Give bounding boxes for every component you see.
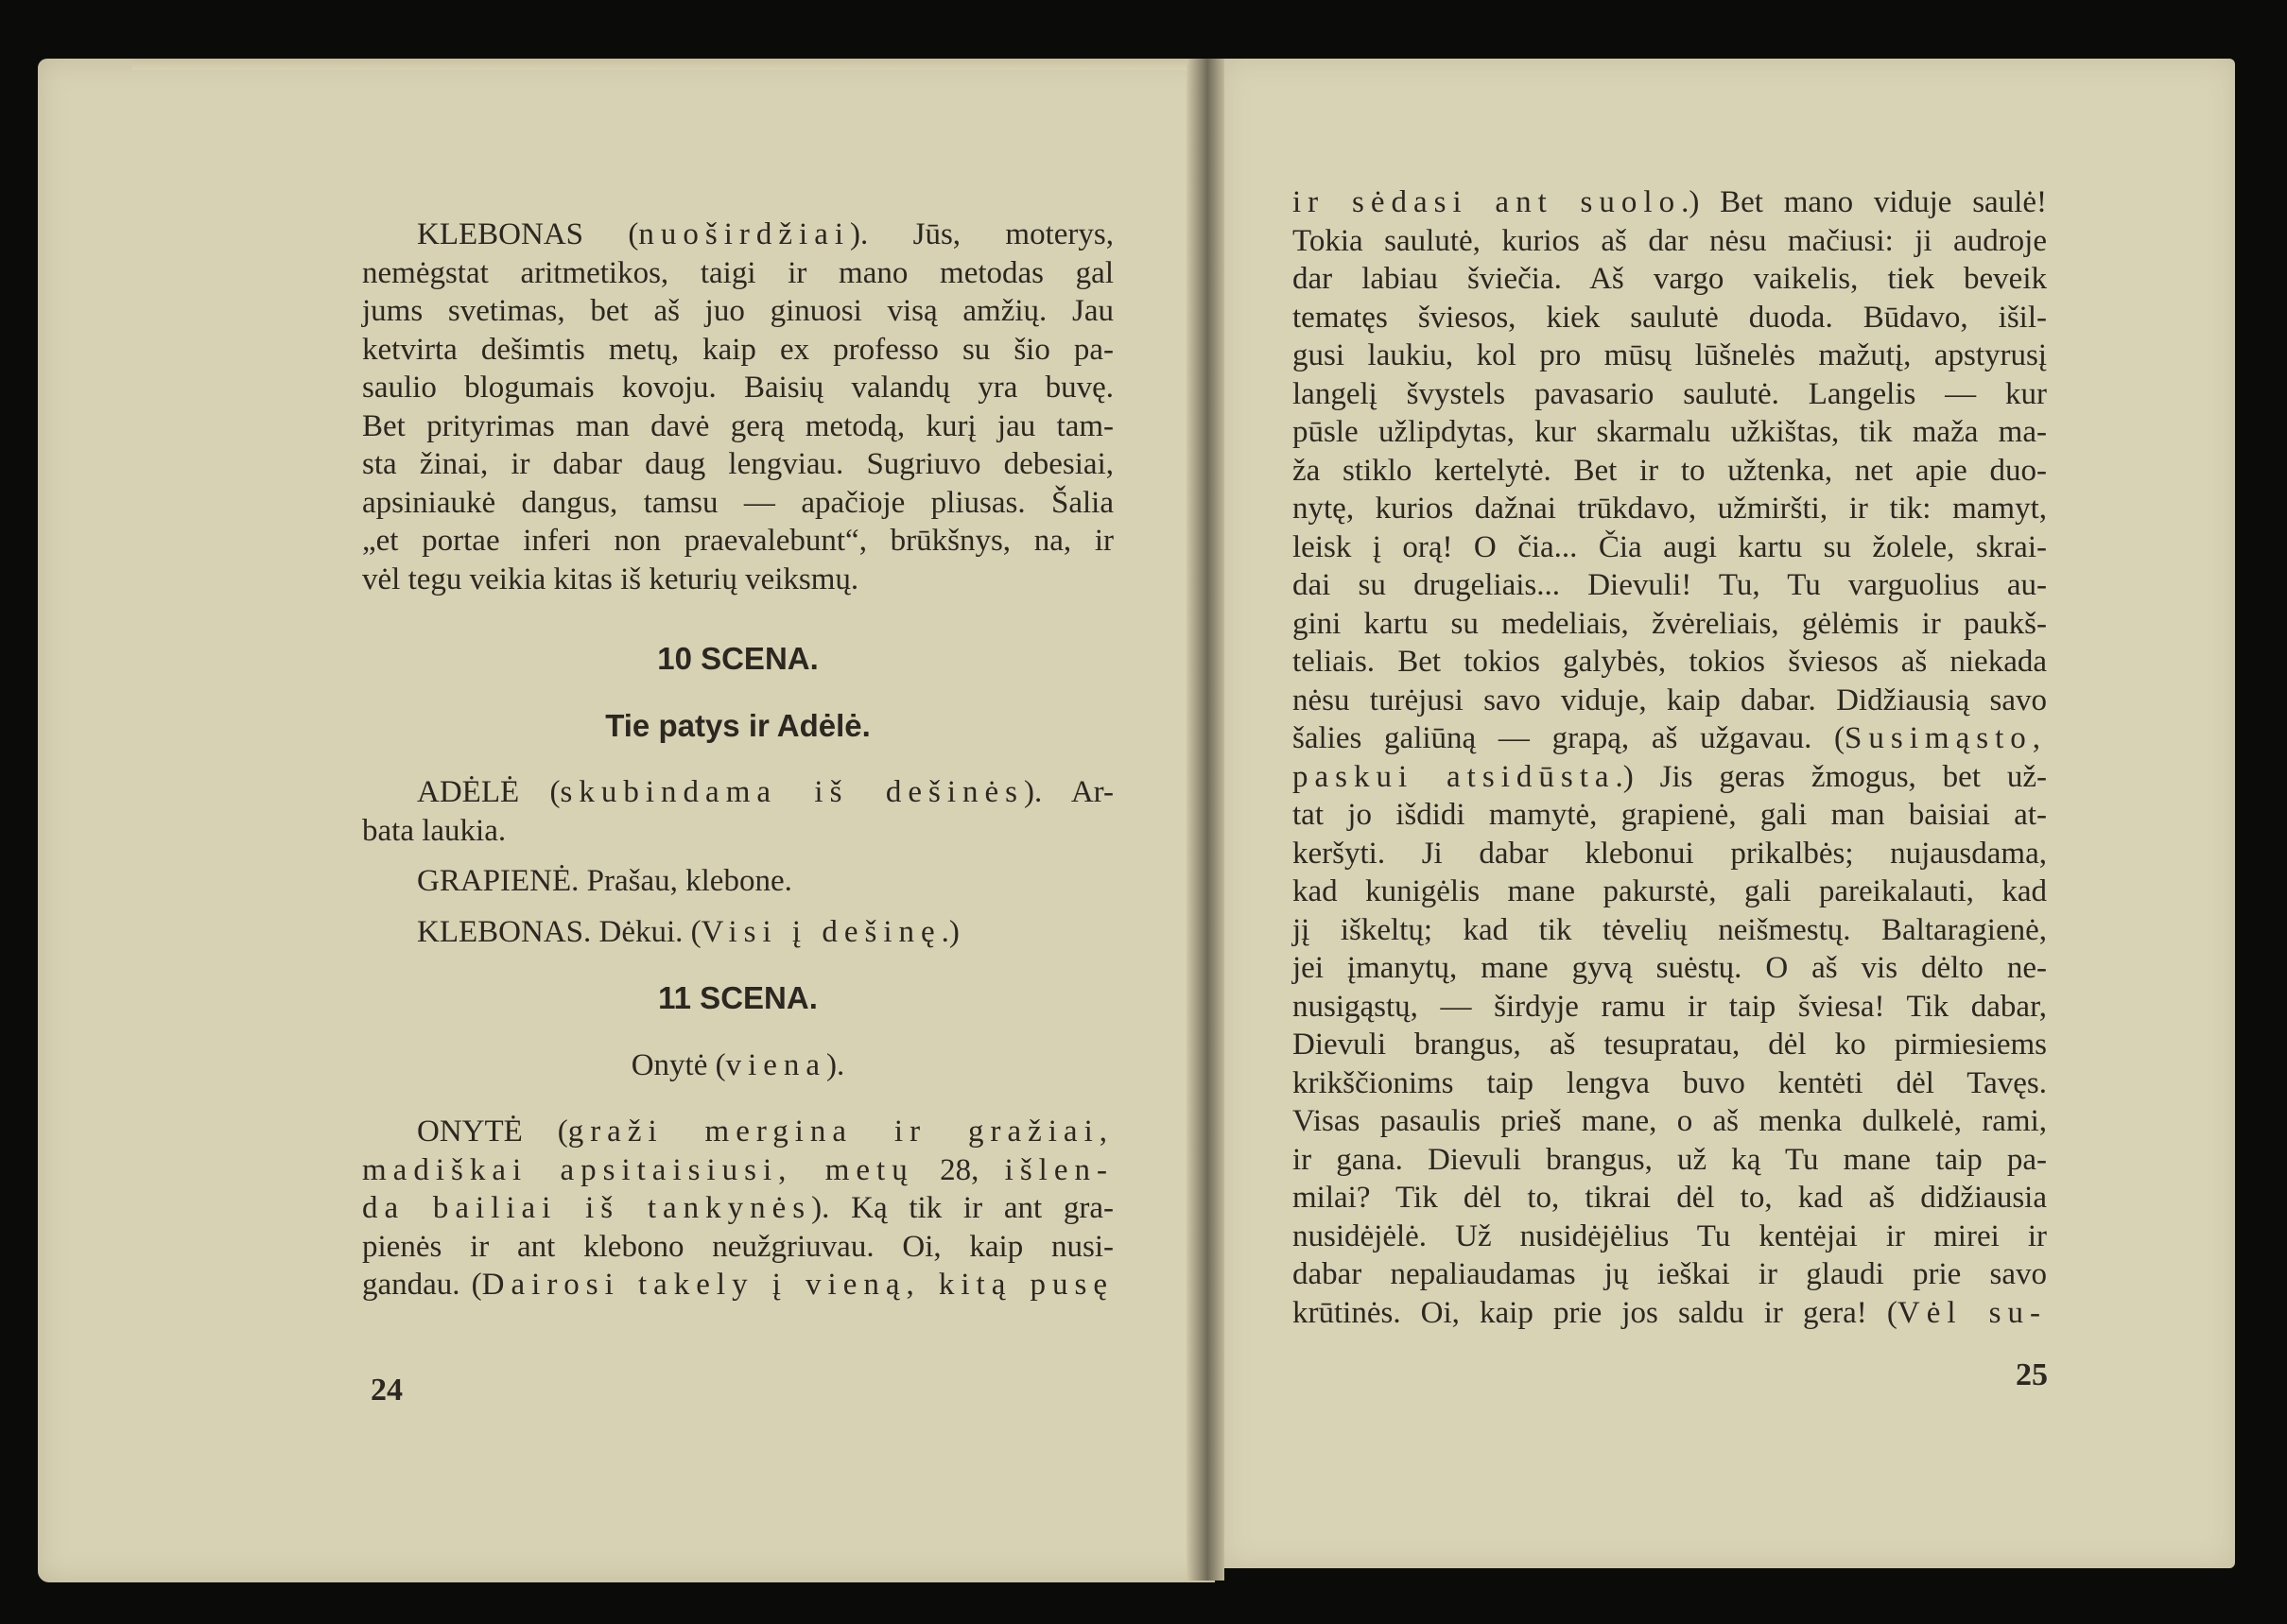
- text-segment: gini kartu su medeliais, žvėreliais, gėlėmis ir paukš-: [1292, 606, 2047, 641]
- text-line: [1292, 1102, 2047, 1141]
- text-segment: Onytė (: [631, 1047, 726, 1082]
- text-line: [362, 1151, 1114, 1190]
- text-segment: jei įmanytų, mane gyvą suėstų. O aš vis dėlto ne-: [1292, 951, 2047, 985]
- text-line: [362, 331, 1114, 370]
- text-segment: Tie patys ir Adėlė.: [605, 707, 871, 743]
- text-segment: ). Ar-: [1024, 775, 1114, 809]
- text-segment: ža stiklo kertelytė. Bet ir to užtenka, net apie duo-: [1292, 453, 2047, 488]
- text-line: [1292, 719, 2047, 758]
- text-segment: apsiniaukė dangus, tamsu — apačioje pliusas. Šalia: [362, 485, 1114, 520]
- spaced-emphasis-text: nuoširdžiai: [638, 217, 851, 251]
- text-segment: Visas pasaulis prieš mane, o aš menka dulkelė, rami,: [1292, 1104, 2047, 1138]
- text-line: [362, 216, 1114, 254]
- text-segment: tat jo išdidi mamytė, grapienė, gali man baisiai at-: [1292, 798, 2047, 832]
- text-line: [1292, 605, 2047, 644]
- spaced-emphasis-text: paskui atsidūsta: [1292, 759, 1616, 794]
- text-line: [362, 1113, 1114, 1151]
- spaced-emphasis-text: Visi į dešinę: [701, 914, 942, 949]
- text-segment: šalies galiūną — grapą, aš užgavau. (: [1292, 721, 1845, 755]
- text-segment: leisk į orą! O čia... Čia augi kartu su žolele, skrai-: [1292, 529, 2047, 564]
- text-line: [362, 913, 1114, 952]
- text-line: [1292, 872, 2047, 911]
- text-line: [362, 484, 1114, 523]
- text-line: [1292, 566, 2047, 605]
- blank-line: [362, 679, 1114, 707]
- blank-line: [362, 1084, 1114, 1113]
- text-line: [1292, 643, 2047, 682]
- text-line: [362, 292, 1114, 331]
- text-segment: nėsu turėjusi savo viduje, kaip dabar. Didžiausią savo: [1292, 682, 2047, 717]
- text-segment: KLEBONAS (: [417, 217, 639, 251]
- text-line: [1292, 222, 2047, 261]
- text-segment: 11 SCENA.: [658, 980, 818, 1015]
- text-line: [1292, 452, 2047, 491]
- text-segment: 28,: [913, 1152, 1005, 1187]
- spaced-emphasis-text: ir sėdasi ant suolo: [1292, 185, 1682, 219]
- text-line: [1292, 835, 2047, 873]
- book-gutter: [1187, 59, 1224, 1581]
- text-segment: sta žinai, ir dabar daug lengviau. Sugriuvo debesiai,: [362, 447, 1114, 481]
- text-line: [1292, 260, 2047, 299]
- text-segment: .) Jis geras žmogus, bet už-: [1615, 759, 2047, 794]
- text-line: [362, 1228, 1114, 1267]
- text-segment: teliais. Bet tokios galybės, tokios šviesos aš niekada: [1292, 645, 2047, 679]
- text-line: [1292, 337, 2047, 375]
- text-segment: krikščionims taip lengva buvo kentėti dėl Tavęs.: [1292, 1065, 2047, 1100]
- text-line: [1292, 375, 2047, 414]
- text-line: [362, 812, 1114, 851]
- text-segment: nusidėjėlė. Už nusidėjėlius Tu kentėjai ir mirei ir: [1292, 1218, 2047, 1253]
- text-segment: vėl tegu veikia kitas iš keturių veiksmų.: [362, 561, 859, 596]
- text-segment: Bet prityrimas man davė gerą metodą, kurį jau tam-: [362, 408, 1114, 443]
- spaced-emphasis-text: madiškai apsitaisiusi, metų: [362, 1152, 914, 1187]
- text-segment: pienės ir ant klebono neužgriuvau. Oi, kaip nusi-: [362, 1229, 1114, 1264]
- page-top-edge: [132, 59, 1210, 70]
- blank-line: [362, 598, 1114, 640]
- text-line: [1292, 911, 2047, 950]
- spaced-emphasis-text: viena: [725, 1047, 827, 1082]
- text-line: [1292, 988, 2047, 1027]
- text-segment: .) Bet mano viduje saulė!: [1681, 185, 2047, 219]
- text-segment: dabar nepaliaudamas jų ieškai ir glaudi prie savo: [1292, 1257, 2047, 1291]
- text-segment: jį iškeltų; kad tik tėvelių neišmestų. Baltaragienė,: [1292, 912, 2047, 947]
- text-line: [1292, 682, 2047, 720]
- text-segment: nytę, kurios dažnai trūkdavo, užmiršti, ir tik: mamyt,: [1292, 492, 2047, 526]
- text-line: [1292, 1064, 2047, 1103]
- text-segment: langelį švystels pavasario saulutė. Langelis — kur: [1292, 376, 2047, 411]
- text-line: [362, 1046, 1114, 1085]
- text-line: [1292, 299, 2047, 337]
- text-line: [1292, 528, 2047, 567]
- page-number-right: 25: [2016, 1357, 2048, 1392]
- text-segment: nusigąstų, — širdyje ramu ir taip šviesa! Tik dabar,: [1292, 989, 2047, 1024]
- text-line: [1292, 796, 2047, 835]
- blank-line: [362, 951, 1114, 979]
- spaced-emphasis-text: Susimąsto,: [1845, 721, 2047, 755]
- text-line: [1292, 1141, 2047, 1180]
- spaced-emphasis-text: Vėl su-: [1897, 1295, 2047, 1330]
- text-line: [1292, 490, 2047, 528]
- spaced-emphasis-text: Dairosi takely į vieną, kitą pusę: [481, 1268, 1114, 1302]
- text-line: [362, 1266, 1114, 1304]
- scene-heading: [362, 979, 1114, 1018]
- text-line: [362, 522, 1114, 561]
- text-line: [1292, 413, 2047, 452]
- text-line: [1292, 1255, 2047, 1294]
- text-line: [362, 254, 1114, 293]
- left-page-text: [362, 216, 1114, 1304]
- text-segment: ketvirta dešimtis metų, kaip ex professo su šio pa-: [362, 332, 1114, 367]
- page-number-left: 24: [371, 1373, 403, 1408]
- text-segment: ). Jūs, moterys,: [850, 217, 1114, 251]
- text-segment: ). Ką tik ir ant gra-: [811, 1191, 1115, 1225]
- text-line: [362, 369, 1114, 407]
- text-segment: KLEBONAS. Dėkui. (: [417, 914, 702, 949]
- text-segment: tematęs šviesos, kiek saulutė duoda. Būdavo, išil-: [1292, 300, 2047, 335]
- text-segment: jums svetimas, bet aš juo ginuosi visą amžių. Jau: [362, 294, 1114, 328]
- text-segment: keršyti. Ji dabar klebonui prikalbės; nujausdama,: [1292, 836, 2047, 871]
- blank-line: [362, 1018, 1114, 1046]
- text-segment: .): [941, 914, 960, 949]
- text-segment: gusi laukiu, kol pro mūsų lūšnelės mažutį, apstyrusį: [1292, 338, 2047, 372]
- text-line: [1292, 949, 2047, 988]
- text-segment: milai? Tik dėl to, tikrai dėl to, kad aš didžiausia: [1292, 1181, 2047, 1215]
- spaced-emphasis-text: išlen-: [1004, 1152, 1114, 1187]
- text-line: [1292, 1218, 2047, 1256]
- text-line: [1292, 1179, 2047, 1218]
- spaced-emphasis-text: graži mergina ir gražiai,: [567, 1114, 1114, 1149]
- text-segment: nemėgstat aritmetikos, taigi ir mano metodas gal: [362, 255, 1114, 290]
- text-line: [1292, 1294, 2047, 1333]
- text-line: [362, 1189, 1114, 1228]
- text-segment: kad kunigėlis mane pakurstė, gali pareikalauti, kad: [1292, 874, 2047, 908]
- text-segment: saulio blogumais kovoju. Baisių valandų yra buvę.: [362, 371, 1114, 405]
- text-line: [1292, 758, 2047, 797]
- text-segment: gandau. (: [362, 1268, 482, 1302]
- text-segment: ir gana. Dievuli brangus, už ką Tu mane taip pa-: [1292, 1142, 2047, 1177]
- scene-heading: [362, 640, 1114, 679]
- text-segment: Tokia saulutė, kurios aš dar nėsu mačiusi: ji audroje: [1292, 223, 2047, 258]
- text-segment: Dievuli brangus, aš tesupratau, dėl ko pirmiesiems: [1292, 1028, 2047, 1062]
- text-segment: dai su drugeliais... Dievuli! Tu, Tu varguolius au-: [1292, 568, 2047, 602]
- spaced-emphasis-text: da bailiai iš tankynės: [362, 1191, 812, 1225]
- text-line: [1292, 183, 2047, 222]
- text-segment: ).: [826, 1047, 845, 1082]
- right-page-text: [1292, 183, 2047, 1332]
- text-line: [362, 407, 1114, 446]
- text-line: [362, 561, 1114, 599]
- text-segment: GRAPIENĖ. Prašau, klebone.: [417, 864, 792, 898]
- text-segment: pūsle užlipdytas, kur skarmalu užkištas, tik maža ma-: [1292, 415, 2047, 449]
- text-segment: 10 SCENA.: [657, 641, 819, 676]
- text-line: [362, 773, 1114, 812]
- text-segment: „et portae inferi non praevalebunt“, brūkšnys, na, ir: [362, 524, 1114, 558]
- text-line: [362, 862, 1114, 901]
- text-segment: krūtinės. Oi, kaip prie jos saldu ir gera! (: [1292, 1295, 1897, 1330]
- spaced-emphasis-text: skubindama iš dešinės: [560, 775, 1024, 809]
- scene-heading: [362, 707, 1114, 746]
- blank-line: [362, 745, 1114, 773]
- text-segment: ONYTĖ (: [417, 1114, 568, 1149]
- text-line: [1292, 1026, 2047, 1064]
- text-segment: ADĖLĖ (: [417, 775, 561, 809]
- text-line: [362, 445, 1114, 484]
- text-segment: dar labiau šviečia. Aš vargo vaikelis, tiek beveik: [1292, 262, 2047, 296]
- text-segment: bata laukia.: [362, 813, 507, 848]
